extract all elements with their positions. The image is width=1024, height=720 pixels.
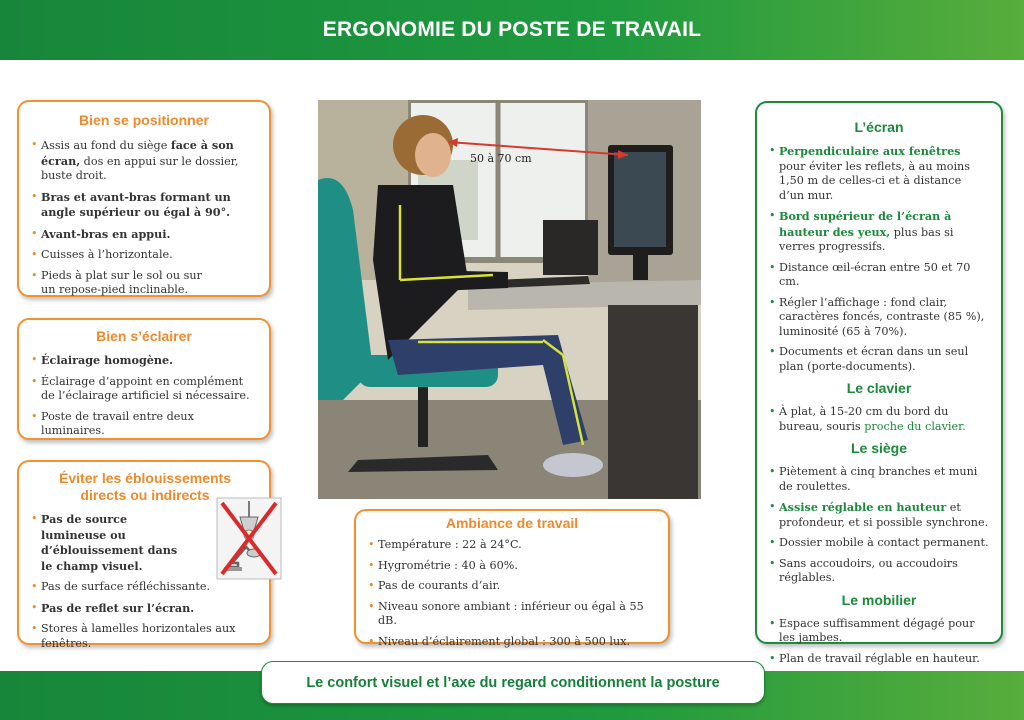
list-item: • Sans accoudoirs, ou accoudoirs réglables.: [769, 557, 989, 586]
list-item: • Dossier mobile à contact permanent.: [769, 536, 989, 551]
box-title: Ambiance de travail: [445, 515, 579, 531]
list-item: • Stores à lamelles horizontales aux fenêtres.: [31, 622, 259, 651]
list-item: • Perpendiculaire aux fenêtres pour éviter les reflets, à au moins 1,50 m de celles-ci et à distance d’un mur.: [769, 144, 989, 203]
box-ambiance: [354, 509, 670, 648]
box-title-line2: directs ou indirects: [80, 487, 210, 503]
footer-text: Le confort visuel et l’axe du regard conditionnent la posture: [306, 674, 720, 691]
box-title: Bien se positionner: [79, 112, 209, 128]
list-item: • Pas de source lumineuse ou d’éblouissement dans le champ visuel.: [31, 512, 189, 574]
list-item: • Hygrométrie : 40 à 60%.: [368, 559, 656, 574]
box-title-line1: Éviter les éblouissements: [59, 470, 231, 486]
item-list: [769, 465, 989, 586]
item-list: [31, 353, 257, 439]
section-title-clavier: Le clavier: [846, 380, 912, 396]
distance-label: 50 à 70 cm: [470, 152, 532, 165]
page-title: ERGONOMIE DU POSTE DE TRAVAIL: [322, 18, 702, 41]
list-item: • Température : 22 à 24°C.: [368, 538, 656, 553]
list-item: • Pas de courants d’air.: [368, 579, 656, 594]
section-title-mobilier: Le mobilier: [841, 591, 917, 608]
list-item: • Distance œil-écran entre 50 et 70 cm.: [769, 261, 989, 290]
section-title-siege: Le siège: [850, 440, 908, 456]
list-item: • Pieds à plat sur le sol ou sur un repose-pied inclinable.: [31, 269, 257, 298]
workstation-photo: [318, 100, 701, 499]
list-item: • Niveau sonore ambiant : inférieur ou égal à 55 dB.: [368, 600, 656, 629]
item-list: [31, 138, 257, 298]
item-list: [769, 617, 989, 667]
list-item: • Éclairage homogène.: [31, 353, 257, 369]
box-eclairer: [17, 318, 271, 440]
list-item: • Niveau d’éclairement global : 300 à 500 lux.: [368, 635, 656, 650]
list-item: • Cuisses à l’horizontale.: [31, 248, 257, 263]
list-item: • Pas de surface réfléchissante.: [31, 580, 259, 595]
list-item: • Documents et écran dans un seul plan (porte-documents).: [769, 345, 989, 374]
list-item: • Piètement à cinq branches et muni de roulettes.: [769, 465, 989, 494]
list-item: • Assise réglable en hauteur et profondeur, et si possible synchrone.: [769, 500, 989, 530]
item-list: [769, 144, 989, 374]
list-item: • Bord supérieur de l’écran à hauteur des yeux, plus bas si verres progressifs.: [769, 209, 989, 255]
list-item: • Espace suffisamment dégagé pour les jambes.: [769, 617, 989, 646]
list-item: • Pas de reflet sur l’écran.: [31, 601, 259, 617]
list-item: • Éclairage d’appoint en complément de l’éclairage artificiel si nécessaire.: [31, 375, 257, 404]
list-item: • Plan de travail réglable en hauteur.: [769, 652, 989, 667]
box-eblouissements: [17, 460, 271, 650]
list-item: • Régler l’affichage : fond clair, caractères foncés, contraste (85 %), luminosité (65 à 70%).: [769, 296, 989, 340]
item-list: [769, 405, 989, 434]
item-list: [368, 538, 656, 649]
list-item: • Assis au fond du siège face à son écran, dos en appui sur le dossier, buste droit.: [31, 138, 257, 184]
list-item: • Avant-bras en appui.: [31, 227, 257, 243]
box-materiel: [755, 101, 1003, 665]
list-item: • Poste de travail entre deux luminaires.: [31, 410, 257, 439]
footer-banner: [261, 661, 765, 704]
list-item: • Bras et avant-bras formant un angle supérieur ou égal à 90°.: [31, 190, 257, 221]
crossed-lamp-icon: [216, 497, 282, 580]
section-title-ecran: L’écran: [854, 119, 904, 135]
box-positionner: [17, 100, 271, 297]
list-item: • À plat, à 15-20 cm du bord du bureau, souris proche du clavier.: [769, 405, 989, 434]
header-banner: [0, 0, 1024, 60]
box-title: Bien s’éclairer: [96, 328, 192, 344]
